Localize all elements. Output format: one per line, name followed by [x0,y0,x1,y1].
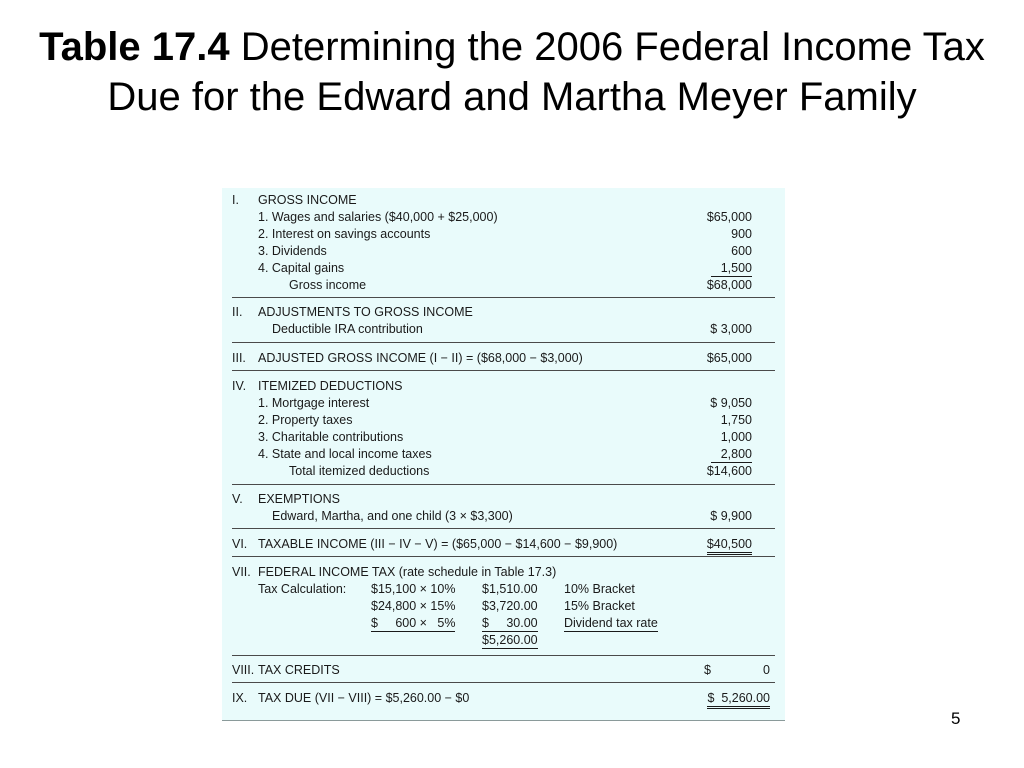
section-divider [232,556,775,557]
subtotal-amount: $14,600 [706,464,752,478]
section-divider [232,370,775,371]
section-heading: ITEMIZED DEDUCTIONS [258,379,403,393]
calc-base: $24,800 × 15% [371,599,456,613]
line-item-label: Deductible IRA contribution [272,322,423,336]
line-item-amount: $ 3,000 [710,322,752,336]
calc-total: $5,260.00 [482,633,538,647]
line-item-amount: 1,750 [720,413,752,427]
line-item-amount: $65,000 [706,351,752,365]
line-item-amount: 1,500 [711,260,752,277]
section-heading: TAX DUE (VII − VIII) = $5,260.00 − $0 [258,691,470,705]
section-divider [232,682,775,683]
line-item-label: 1. Mortgage interest [258,396,370,410]
line-item-amount: $ 9,900 [710,509,752,523]
section-number: VI. [232,537,248,551]
section-heading: TAXABLE INCOME (III − IV − V) = ($65,000 − $14,600 − $9,900) [258,537,618,551]
line-item-amount: 1,000 [720,430,752,444]
line-item-amount: $65,000 [706,210,752,224]
section-heading: ADJUSTED GROSS INCOME (I − II) = ($68,000 − $3,000) [258,351,583,365]
title-text: Determining the 2006 Federal Income Tax Due for the Edward and Martha Meyer Family [107,25,985,119]
calc-note: Dividend tax rate [564,616,658,630]
section-heading: FEDERAL INCOME TAX (rate schedule in Table 17.3) [258,565,557,579]
calc-note: 15% Bracket [564,599,635,613]
calc-note: 10% Bracket [564,582,635,596]
calc-base: $ 600 × 5% [371,616,456,630]
section-number: VIII. [232,663,255,677]
line-item-label: Edward, Martha, and one child (3 × $3,300) [272,509,513,523]
line-item-amount: $ 5,260.00 [707,690,770,709]
currency-symbol: $ [704,663,711,677]
line-item-label: 3. Charitable contributions [258,430,404,444]
section-number: IX. [232,691,248,705]
calc-tax: $ 30.00 [482,616,538,630]
section-divider [232,297,775,298]
section-heading: TAX CREDITS [258,663,340,677]
line-item-label: 2. Property taxes [258,413,353,427]
section-divider [232,342,775,343]
section-heading: GROSS INCOME [258,193,357,207]
section-number: III. [232,351,246,365]
section-number: IV. [232,379,247,393]
section-heading: EXEMPTIONS [258,492,340,506]
section-number: V. [232,492,243,506]
line-item-label: 3. Dividends [258,244,327,258]
subtotal-amount: $68,000 [706,278,752,292]
section-number: II. [232,305,243,319]
subtotal-label: Gross income [289,278,367,292]
line-item-label: 4. Capital gains [258,261,345,275]
section-number: VII. [232,565,251,579]
section-divider [232,484,775,485]
line-item-amount: 0 [763,663,770,677]
calc-tax: $3,720.00 [482,599,538,613]
calc-base: $15,100 × 10% [371,582,456,596]
line-item-label: 2. Interest on savings accounts [258,227,431,241]
section-divider [232,528,775,529]
section-divider [232,655,775,656]
line-item-label: 4. State and local income taxes [258,447,432,461]
line-item-amount: $40,500 [707,536,752,555]
section-number: I. [232,193,239,207]
calculation-label: Tax Calculation: [258,582,347,596]
tax-table [222,188,785,721]
calc-tax: $1,510.00 [482,582,538,596]
line-item-amount: $ 9,050 [710,396,752,410]
section-heading: ADJUSTMENTS TO GROSS INCOME [258,305,473,319]
subtotal-label: Total itemized deductions [289,464,430,478]
slide-title [0,22,1024,122]
page-number: 5 [951,709,961,728]
line-item-label: 1. Wages and salaries ($40,000 + $25,000) [258,210,498,224]
line-item-amount: 2,800 [711,446,752,463]
line-item-amount: 900 [731,227,752,241]
title-table-number: Table 17.4 [39,25,230,69]
line-item-amount: 600 [731,244,752,258]
